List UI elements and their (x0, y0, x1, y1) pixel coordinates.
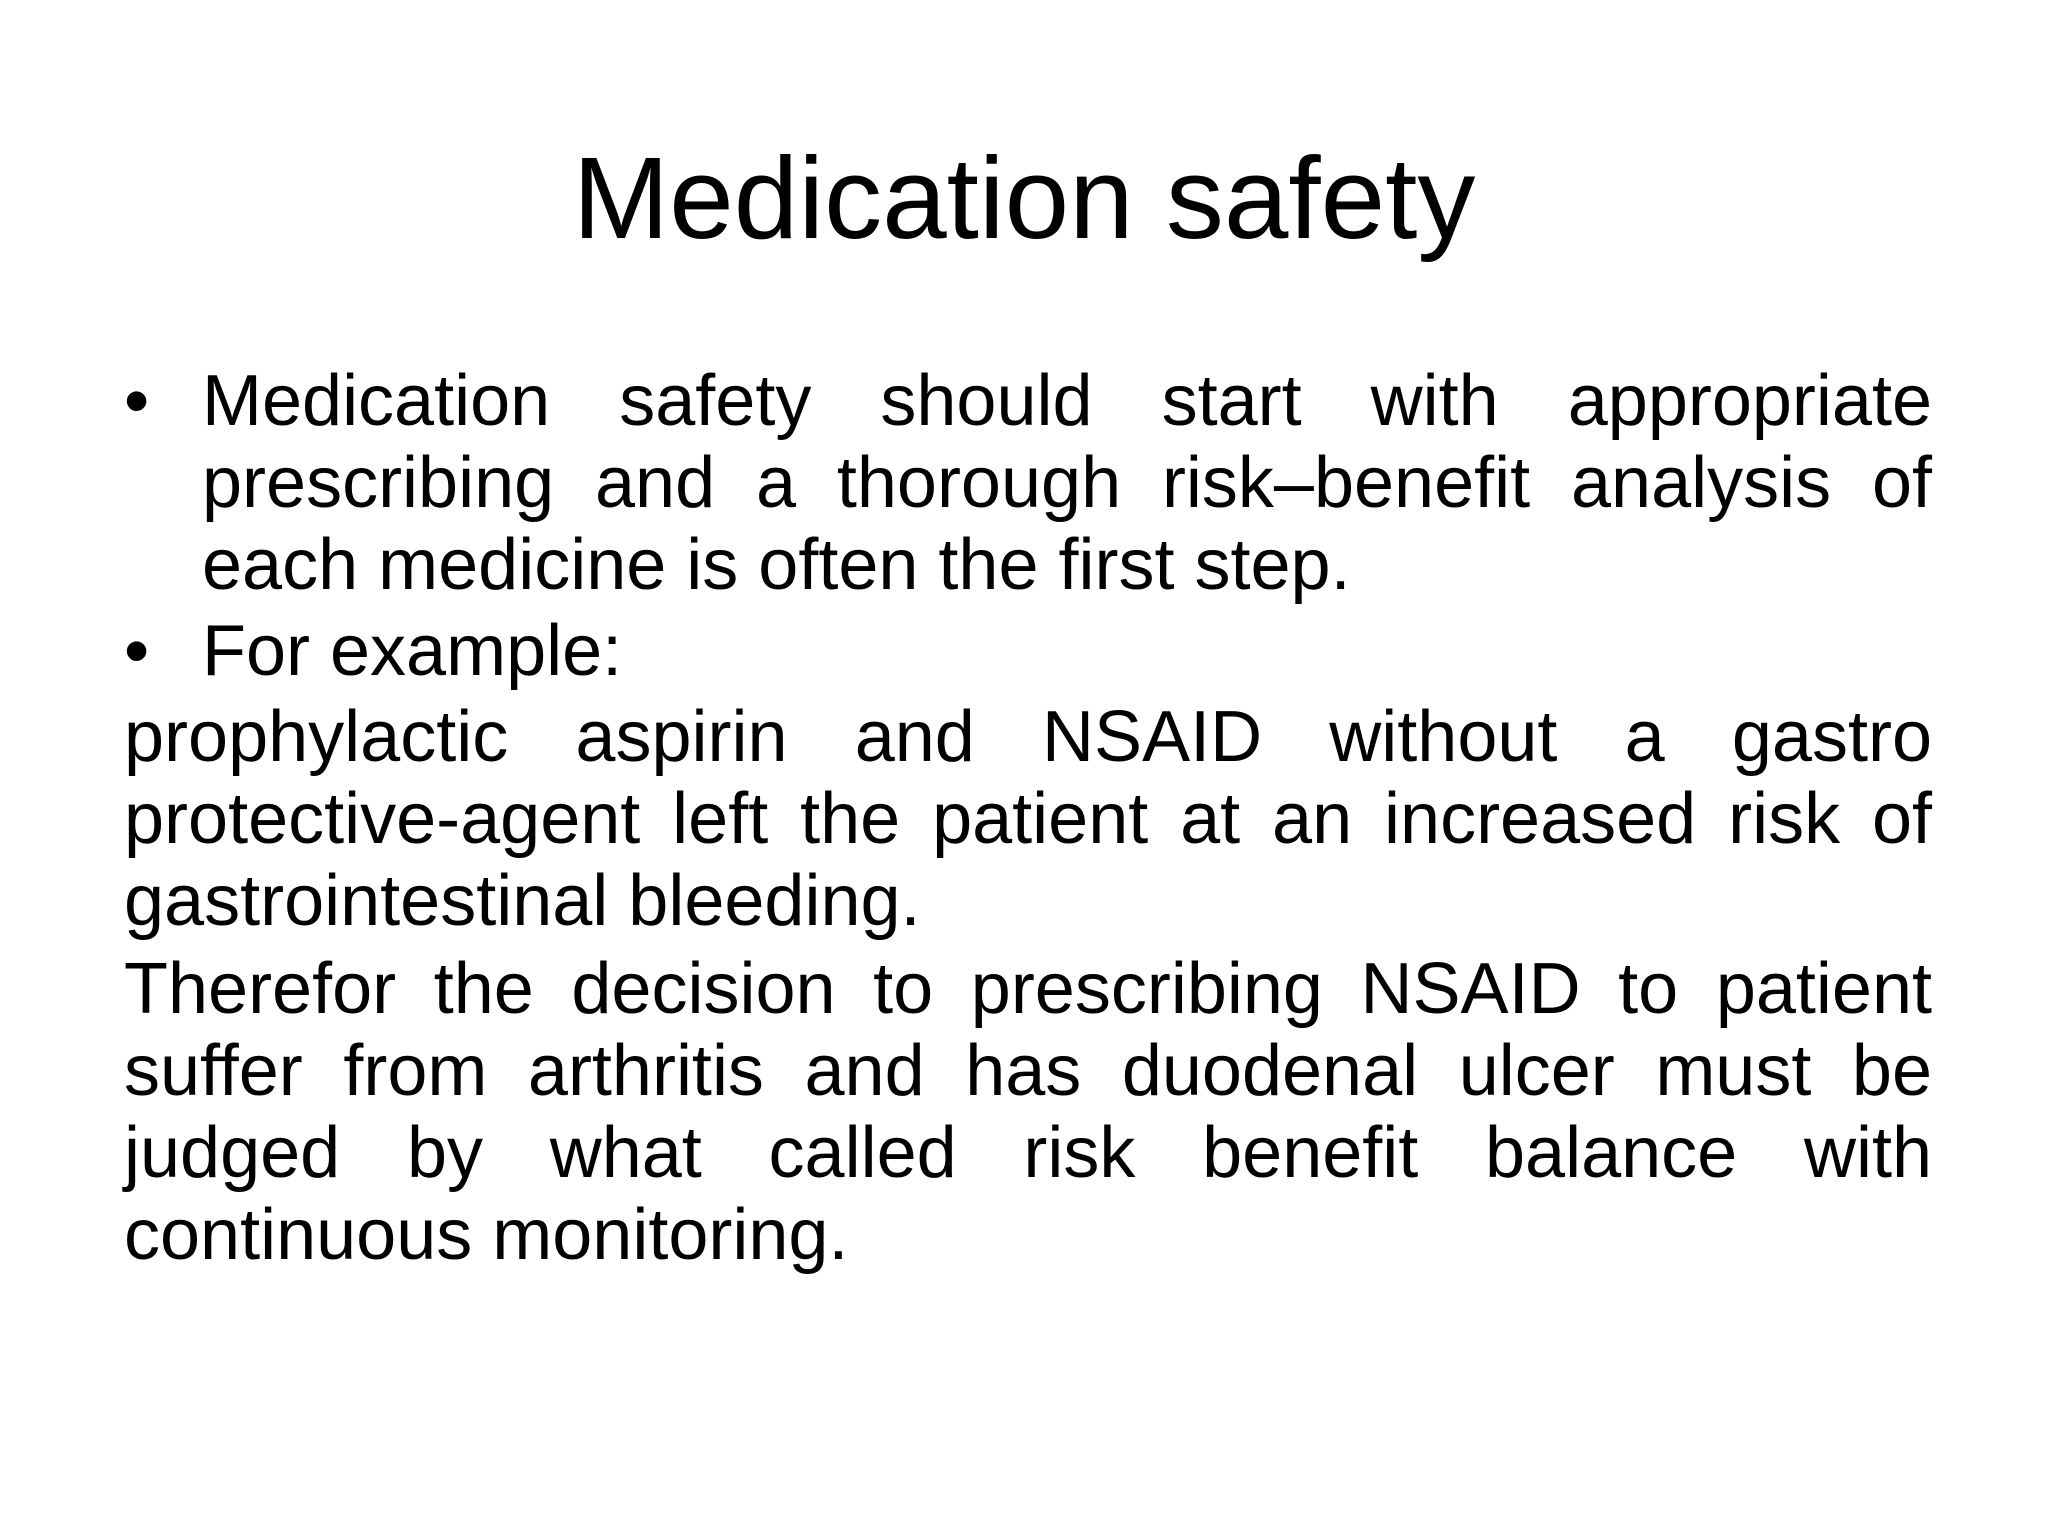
bullet-item (124, 610, 1932, 692)
body-paragraph: Therefor the decision to prescribing NSAID to patient suffer from arthritis and has duodenal ulcer must be judged by what called risk benefit balance with continuous monitoring. (124, 949, 1932, 1275)
bullet-text: Medication safety should start with appropriate prescribing and a thorough risk–benefit analysis of each medicine is often the first step. (202, 361, 1932, 605)
slide-body (124, 360, 1932, 1276)
bullet-icon: • (124, 611, 150, 691)
body-paragraph: prophylactic aspirin and NSAID without a gastro protective-agent left the patient at an increased risk of gastrointestinal bleeding. (124, 697, 1932, 941)
bullet-icon: • (124, 361, 150, 441)
bullet-item (124, 360, 1932, 606)
bullet-text: For example: (202, 611, 623, 691)
slide-title: Medication safety (572, 133, 1476, 263)
